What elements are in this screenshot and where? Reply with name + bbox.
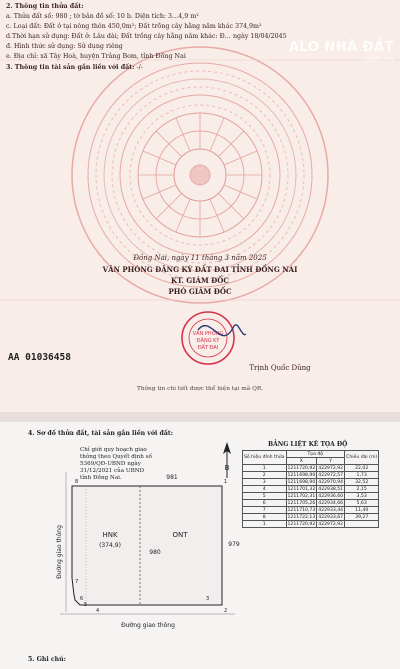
section5-title: 5. Ghi chú: (28, 656, 66, 663)
table-row: 1 1211720,92 422972,92 22,02 (243, 465, 379, 472)
vertex-3: 3 (206, 596, 210, 602)
official-stamp (176, 308, 246, 368)
col-x-header: X (286, 458, 317, 465)
plot-diagram (0, 462, 240, 662)
page-gap (0, 412, 400, 422)
col-point-header: Số hiệu đỉnh thửa (243, 451, 287, 465)
kt-director: KT. GIÁM ĐỐC (171, 276, 229, 285)
vertex-7: 7 (75, 579, 79, 585)
planning-note-3: 5369/QĐ-UBND ngày (80, 461, 141, 467)
table-row: 8 1211722,13 422933,67 39,27 (243, 514, 379, 521)
watermark-domain: .com.vn (362, 55, 394, 63)
road-left-label: Đường giao thông (56, 525, 63, 579)
col-coord-header: Tọa độ (286, 451, 345, 458)
col-edge-header: Chiều dài (m) (345, 451, 379, 465)
vertex-4: 4 (96, 608, 100, 614)
ont-label: ONT (172, 531, 188, 539)
coords-table-title: BẢNG LIỆT KÊ TỌA ĐỘ (268, 441, 348, 448)
vertex-8: 8 (75, 479, 79, 485)
signer-name: Trịnh Quốc Dũng (249, 364, 311, 372)
usage-term-line: d.Thời hạn sử dụng: Đất ở: Lâu dài; Đất trồng cây hằng năm khác: Đ… ngày 18/04/2045 (6, 33, 287, 40)
certificate-page-2 (0, 422, 400, 669)
vertex-6: 6 (80, 596, 84, 602)
vertex-2: 2 (224, 608, 228, 614)
hnk-label: HNK (102, 531, 118, 539)
table-row: 7 1211710,73 422933,44 11,40 (243, 507, 379, 514)
table-row: 5 1211702,31 422936,60 3,53 (243, 493, 379, 500)
watermark-logo (289, 40, 394, 63)
parcel-line-a: a. Thửa đất số: 980 ; tờ bản đồ số: 10 b. Diện tích: 3…4,9 m² (6, 13, 199, 20)
col-y-header: Y (317, 458, 345, 465)
parcel-number-label: 980 (149, 549, 161, 556)
planning-note-2: thông theo Quyết định số (80, 454, 152, 460)
vertex-1: 1 (224, 479, 228, 485)
certificate-serial: AA 01036458 (8, 352, 71, 363)
address-line: e. Địa chỉ: xã Tây Hoà, huyện Trảng Bom, tỉnh Đồng Nai (6, 53, 186, 60)
section3-line: 3. Thông tin tài sản gắn liền với đất: -/- (6, 64, 143, 71)
svg-text:ĐẤT ĐAI: ĐẤT ĐAI (197, 345, 219, 351)
road-bottom-label: Đường giao thông (121, 622, 175, 629)
issue-date: Đồng Nai, ngày 11 tháng 3 năm 2025 (133, 254, 267, 262)
table-row: 2 1211698,90 422972,57 1,73 (243, 472, 379, 479)
table-row: 4 1211701,32 422938,51 2,15 (243, 486, 379, 493)
deputy-director: PHÓ GIÁM ĐỐC (168, 287, 232, 296)
north-neighbor-label: 981 (166, 474, 178, 481)
svg-text:B: B (224, 464, 230, 472)
section4-title: 4. Sơ đồ thửa đất, tài sản gắn liền với đất: (28, 430, 173, 437)
issuing-office: VĂN PHÒNG ĐĂNG KÝ ĐẤT ĐAI TỈNH ĐỒNG NAI (102, 265, 298, 274)
table-row: 6 1211705,26 422934,66 5,63 (243, 500, 379, 507)
svg-text:VĂN PHÒNG: VĂN PHÒNG (192, 331, 224, 337)
usage-form-line: đ. Hình thức sử dụng: Sử dụng riêng (6, 43, 123, 50)
section2-title: 2. Thông tin thửa đất: (6, 3, 84, 10)
qr-note: Thông tin chi tiết được thể hiện tại mã QR. (136, 386, 264, 392)
table-row: 3 1211698,90 422970,94 32,52 (243, 479, 379, 486)
table-row: 1 1211720,92 422972,92 (243, 521, 379, 528)
vertex-5: 5 (84, 602, 88, 608)
land-type-line: c. Loại đất: Đất ở tại nông thôn 450,0m²; Đất trồng cây hằng năm khác 374,9m² (6, 23, 262, 30)
hnk-area-label: (374,9) (99, 542, 121, 549)
watermark-brand: ALO NHÀ ĐẤT (288, 40, 394, 55)
svg-text:ĐĂNG KÝ: ĐĂNG KÝ (196, 338, 220, 344)
east-neighbor-label: 979 (228, 541, 240, 548)
planning-note-1: Chỉ giới quy hoạch giao (80, 447, 147, 453)
coords-table (242, 450, 379, 528)
planning-note-5: tỉnh Đồng Nai. (80, 475, 122, 481)
planning-note-4: 31/12/2021 của UBND (80, 468, 145, 474)
parcel-outline (72, 486, 222, 605)
